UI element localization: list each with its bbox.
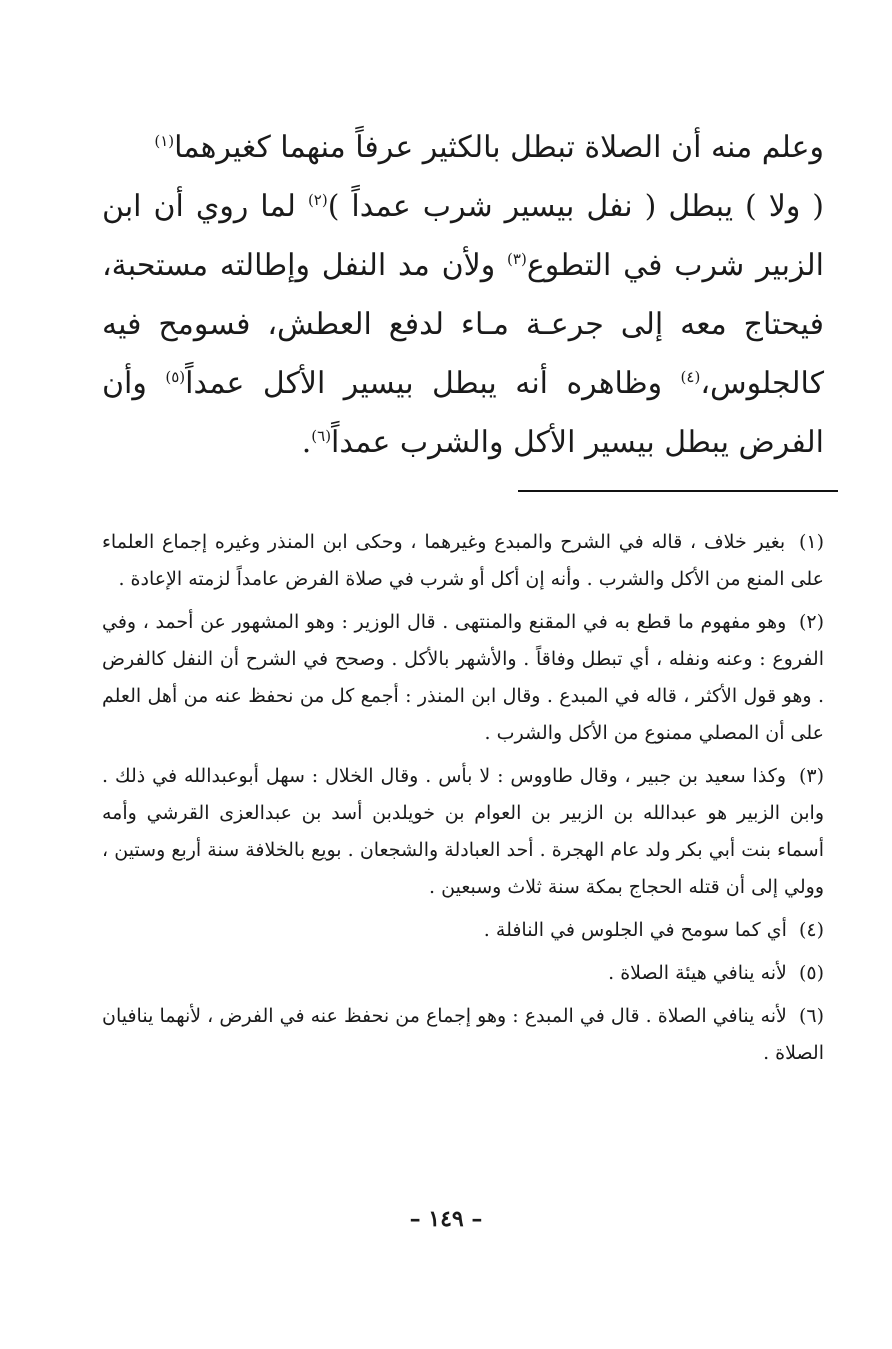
main-text-segment: وظاهره أنه يبطل بيسير الأكل عمداً xyxy=(185,366,663,401)
main-paragraph-1 xyxy=(102,118,824,177)
footnote-4 xyxy=(102,912,824,949)
footnote-ref-2: (٢) xyxy=(307,191,328,209)
footnote-1 xyxy=(102,524,824,598)
footnote-number: (٣) xyxy=(798,765,824,787)
footnote-number: (٤) xyxy=(798,919,824,941)
footnote-text: بغير خلاف ، قاله في الشرح والمبدع وغيرهما ، وحكى ابن المنذر وغيره إجماع العلماء على المنع من الأكل والشرب . وأنه إن أكل أو شرب في صلاة الفرض عامداً لزمته الإعادة . xyxy=(102,531,824,590)
main-text-block xyxy=(102,118,824,472)
footnote-ref-5: (٥) xyxy=(165,368,186,386)
footnote-6 xyxy=(102,998,824,1072)
footnotes-section xyxy=(102,524,824,1078)
footnote-number: (٦) xyxy=(798,1005,824,1027)
footnote-number: (٥) xyxy=(798,962,824,984)
footnote-ref-6: (٦) xyxy=(311,427,332,445)
main-paragraph-2 xyxy=(102,177,824,472)
footnote-3 xyxy=(102,758,824,906)
footnote-divider xyxy=(518,490,838,492)
footnote-number: (١) xyxy=(798,531,824,553)
main-text-segment: ولأن مد النفل وإطالته مستحبة، فيحتاج معه إلى جرعـة مـاء لدفع العطش، فسومح فيه كالجلوس، xyxy=(102,248,824,401)
footnote-number: (٢) xyxy=(798,611,824,633)
footnote-text: وهو مفهوم ما قطع به في المقنع والمنتهى . قال الوزير : وهو المشهور عن أحمد ، وفي الفروع : وعنه ونفله ، أي تبطل وفاقاً . والأشهر بالأكل . وصحح في الشرح أن النفل كالفرض . وهو قول الأكثر ، قاله في المبدع . وقال ابن المنذر : أجمع كل من نحفظ عنه من أهل العلم على أن المصلي ممنوع من الأكل والشرب . xyxy=(102,611,824,744)
footnote-text: لأنه ينافي هيئة الصلاة . xyxy=(608,962,787,984)
main-text-segment: وأن الفرض يبطل بيسير الأكل والشرب عمداً xyxy=(102,366,824,460)
footnote-2 xyxy=(102,604,824,752)
footnote-text: أي كما سومح في الجلوس في النافلة . xyxy=(483,919,787,941)
footnote-ref-4: (٤) xyxy=(680,368,701,386)
main-text-segment: لما روي أن ابن الزبير شرب في التطوع xyxy=(102,189,824,283)
footnote-ref-1: (١) xyxy=(154,132,175,150)
main-text-segment: وعلم منه أن الصلاة تبطل بالكثير عرفاً منهما كغيرهما xyxy=(174,130,824,165)
main-text-period: . xyxy=(301,425,312,460)
footnote-5 xyxy=(102,955,824,992)
page-number: – ١٤٩ – xyxy=(409,1206,483,1232)
footnote-text: لأنه ينافي الصلاة . قال في المبدع : وهو إجماع من نحفظ عنه في الفرض ، لأنهما ينافيان الصلاة . xyxy=(102,1005,824,1064)
footnote-ref-3: (٣) xyxy=(507,250,527,268)
main-text-segment: ( ولا ) يبطل ( نفل بيسير شرب عمداً ) xyxy=(327,189,825,224)
footnote-text: وكذا سعيد بن جبير ، وقال طاووس : لا بأس . وقال الخلال : سهل أبوعبدالله في ذلك . وابن الزبير هو عبدالله بن الزبير بن العوام بن خويلدبن أسد بن عبدالعزى القرشي وأمه أسماء بنت أبي بكر ولد عام الهجرة . أحد العبادلة والشجعان . بويع بالخلافة سنة أربع وستين ، وولي إلى أن قتله الحجاج بمكة سنة ثلاث وسبعين . xyxy=(102,765,824,898)
